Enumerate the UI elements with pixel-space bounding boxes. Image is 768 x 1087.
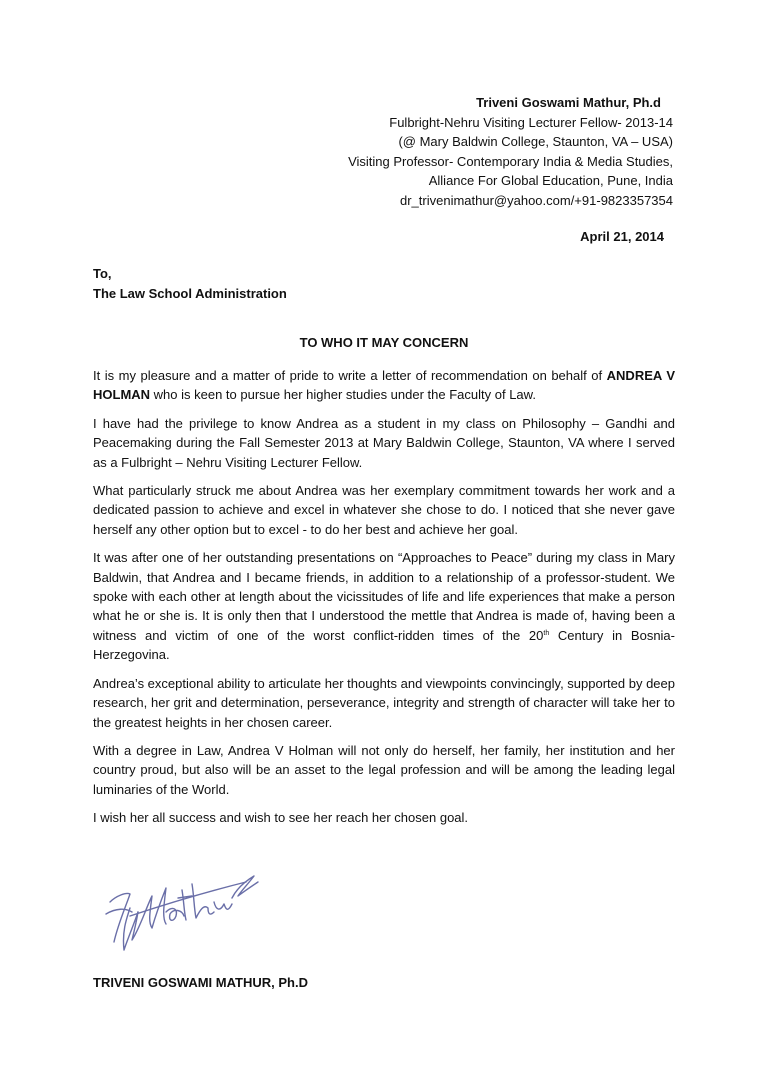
sender-title: Fulbright-Nehru Visiting Lecturer Fellow- 2013-14 [389, 114, 673, 130]
paragraph-text: Century in Bosnia-Herzegovina. [93, 627, 675, 663]
letterhead [348, 93, 673, 211]
paragraph [93, 366, 675, 405]
sender-affiliation: (@ Mary Baldwin College, Staunton, VA – USA) [398, 134, 673, 150]
paragraph-text: It is my pleasure and a matter of pride to write a letter of recommendation on behalf of [93, 368, 607, 383]
recipient-block [93, 264, 287, 304]
letter-subject: TO WHO IT MAY CONCERN [299, 335, 469, 350]
sender-name: Triveni Goswami Mathur, Ph.d [476, 95, 661, 110]
paragraph-text: It was after one of her outstanding presentations on “Approaches to Peace” during my class in Mary Baldwin, that Andrea and I became friends, in addition to a relationship of a professor-student. We spoke with each other at length about the vicissitudes of life and life experiences that make a person what he or she is. It is only then that I understood the mettle that Andrea is made of, having been a witness and victim of one of the worst conflict-ridden times of the 20 [93, 550, 675, 643]
sender-institution: Alliance For Global Education, Pune, India [428, 173, 673, 189]
paragraph: What particularly struck me about Andrea was her exemplary commitment towards her work and a dedicated passion to achieve and excel in whatever she chose to do. I noticed that she never gave herself any other option but to excel - to do her best and achieve her goal. [93, 483, 675, 537]
paragraph [93, 548, 675, 664]
recipient-org: The Law School Administration [93, 286, 287, 301]
sender-contact: dr_trivenimathur@yahoo.com/+91-9823357354 [399, 192, 673, 208]
letter-body [93, 366, 675, 837]
sender-position: Visiting Professor- Contemporary India & Media Studies, [348, 153, 673, 169]
student-name: ANDREA V HOLMAN [93, 368, 675, 403]
paragraph: With a degree in Law, Andrea V Holman will not only do herself, her family, her institution and her country proud, but also will be an asset to the legal profession and will be among the leading legal luminaries of the World. [93, 742, 675, 797]
paragraph: I have had the privilege to know Andrea as a student in my class on Philosophy – Gandhi and Peacemaking during the Fall Semester 2013 at Mary Baldwin College, Staunton, VA where I served as a Fulbright – Nehru Visiting Lecturer Fellow. [93, 415, 675, 470]
paragraph-text: who is keen to pursue her higher studies under the Faculty of Law. [150, 387, 536, 403]
recipient-salutation: To, [93, 266, 112, 281]
handwritten-signature [96, 868, 264, 958]
superscript: th [543, 629, 550, 637]
signatory-name: TRIVENI GOSWAMI MATHUR, Ph.D [93, 975, 308, 990]
letter-date: April 21, 2014 [580, 229, 664, 244]
paragraph: Andrea’s exceptional ability to articulate her thoughts and viewpoints convincingly, supported by deep research, her grit and determination, perseverance, integrity and strength of character will take her to the greatest heights in her chosen career. [93, 675, 675, 730]
paragraph: I wish her all success and wish to see her reach her chosen goal. [93, 810, 469, 826]
